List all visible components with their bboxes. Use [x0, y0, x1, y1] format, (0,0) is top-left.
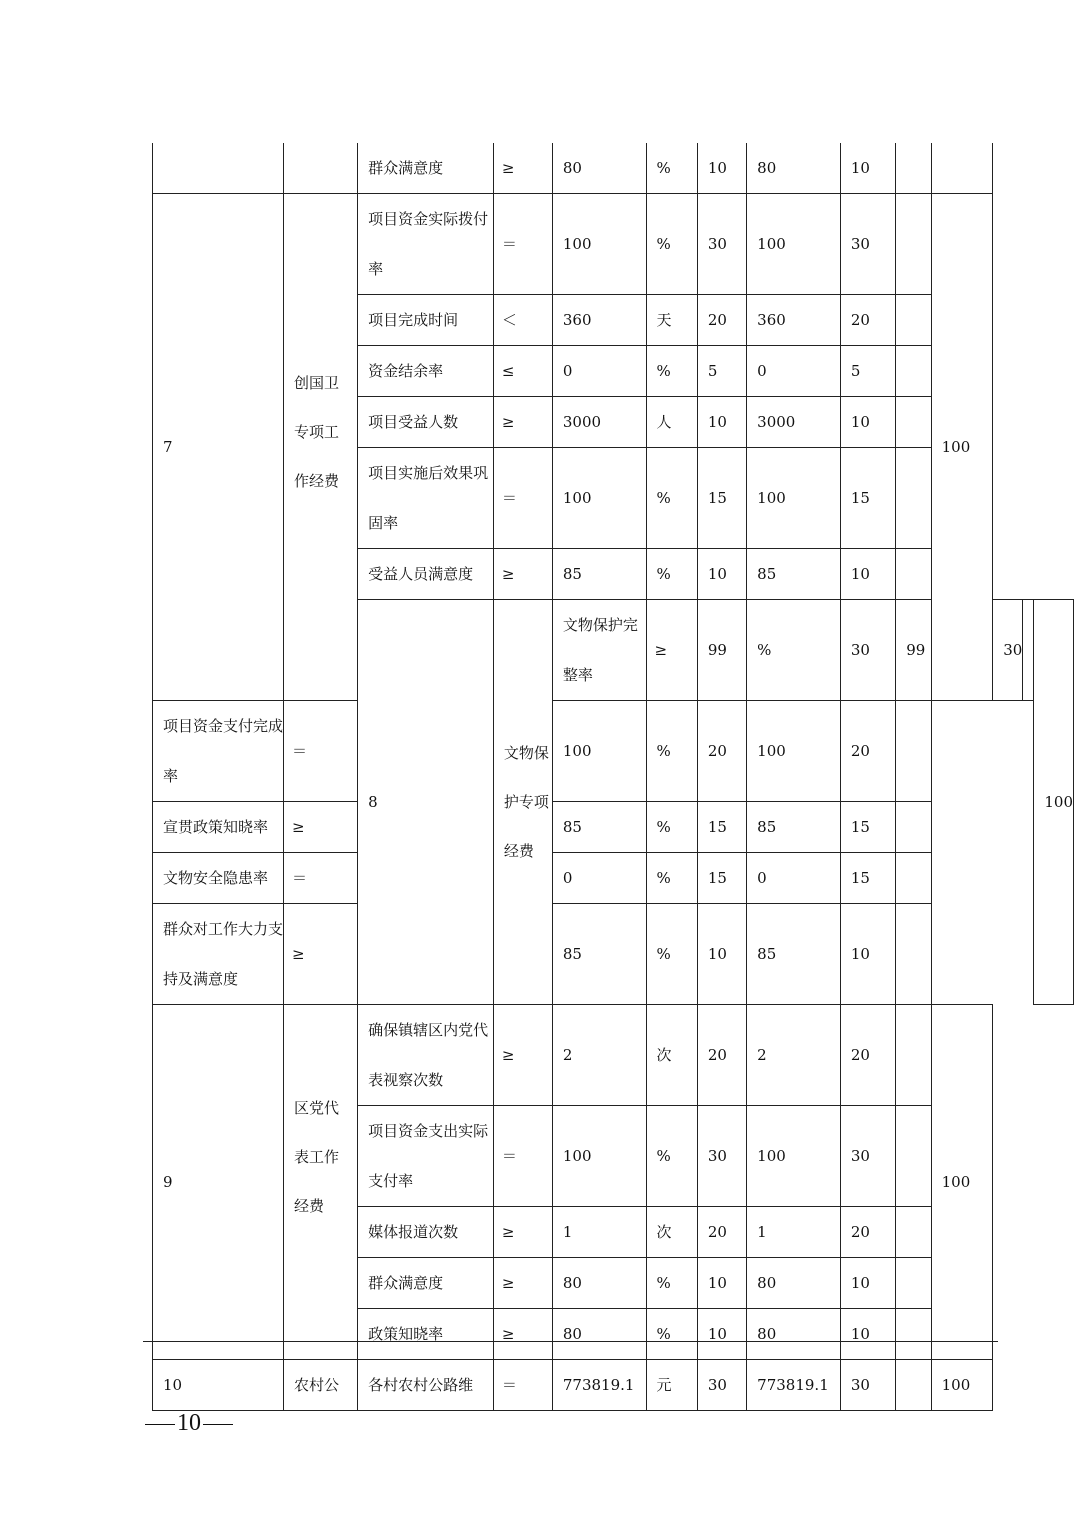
score-cell: 20 — [840, 295, 895, 346]
table-row — [153, 853, 1074, 904]
seq-cell: 8 — [358, 600, 494, 1005]
score-cell: 20 — [840, 1005, 895, 1106]
operator-cell: ≥ — [284, 802, 358, 853]
indicator-cell: 项目完成时间 — [358, 295, 494, 346]
table-row — [153, 904, 1074, 1005]
performance-table — [152, 143, 1074, 1411]
seq-cell: 7 — [153, 194, 284, 701]
unit-cell: % — [646, 1106, 697, 1207]
indicator-text: 确保镇辖区内党代表视察次数 — [368, 1021, 489, 1089]
indicator-cell: 资金结余率 — [358, 346, 494, 397]
weight-cell: 20 — [697, 1207, 746, 1258]
unit-cell: % — [646, 802, 697, 853]
blank-cell — [896, 549, 931, 600]
indicator-cell: 宣贯政策知晓率 — [153, 802, 284, 853]
weight-cell: 15 — [697, 853, 746, 904]
score-cell: 20 — [840, 701, 895, 802]
indicator-cell: 群众满意度 — [358, 143, 494, 194]
project-cell — [284, 1005, 358, 1360]
actual-cell: 2 — [747, 1005, 841, 1106]
indicator-cell: 媒体报道次数 — [358, 1207, 494, 1258]
weight-cell: 20 — [697, 701, 746, 802]
indicator-cell: 各村农村公路维 — [358, 1360, 494, 1411]
weight-cell: 10 — [697, 143, 746, 194]
target-cell: 85 — [552, 549, 646, 600]
score-cell: 30 — [840, 1360, 895, 1411]
indicator-cell: 文物保护完整率 — [552, 600, 646, 701]
operator-cell: ≥ — [493, 397, 552, 448]
score-cell: 10 — [840, 1258, 895, 1309]
target-cell: 99 — [697, 600, 746, 701]
indicator-text: 群众对工作大力支持及满意度 — [163, 920, 284, 988]
blank-cell — [896, 802, 931, 853]
operator-cell: ≤ — [493, 346, 552, 397]
indicator-cell — [358, 1005, 494, 1106]
seq-cell — [153, 143, 284, 194]
weight-cell: 30 — [697, 1106, 746, 1207]
unit-cell: % — [646, 448, 697, 549]
target-cell: 3000 — [552, 397, 646, 448]
actual-cell: 3000 — [747, 397, 841, 448]
actual-cell: 80 — [747, 1309, 841, 1360]
target-cell: 360 — [552, 295, 646, 346]
operator-cell: ＝ — [284, 701, 358, 802]
blank-cell — [896, 1258, 931, 1309]
actual-cell: 80 — [747, 143, 841, 194]
target-cell: 100 — [552, 194, 646, 295]
unit-cell: 元 — [646, 1360, 697, 1411]
score-cell: 10 — [840, 904, 895, 1005]
operator-cell: ≥ — [493, 1258, 552, 1309]
target-cell: 2 — [552, 1005, 646, 1106]
weight-cell: 15 — [697, 448, 746, 549]
blank-cell — [896, 701, 931, 802]
blank-cell — [896, 397, 931, 448]
indicator-cell: 群众满意度 — [358, 1258, 494, 1309]
weight-cell: 30 — [697, 1360, 746, 1411]
blank-cell — [896, 143, 931, 194]
operator-cell: ≥ — [493, 1207, 552, 1258]
score-cell: 10 — [840, 1309, 895, 1360]
unit-cell: 次 — [646, 1005, 697, 1106]
total-cell — [931, 143, 993, 194]
target-cell: 100 — [552, 448, 646, 549]
actual-cell: 360 — [747, 295, 841, 346]
blank-cell — [896, 448, 931, 549]
total-cell: 100 — [1034, 600, 1074, 1005]
indicator-cell — [358, 448, 494, 549]
unit-cell: % — [646, 1258, 697, 1309]
score-cell: 15 — [840, 853, 895, 904]
indicator-cell: 政策知晓率 — [358, 1309, 494, 1360]
blank-cell — [896, 346, 931, 397]
blank-cell — [896, 1309, 931, 1360]
project-cell — [284, 143, 358, 194]
score-cell: 5 — [840, 346, 895, 397]
operator-cell: ＝ — [493, 1106, 552, 1207]
weight-cell: 5 — [697, 346, 746, 397]
table-row — [153, 802, 1074, 853]
operator-cell: ＝ — [493, 448, 552, 549]
target-cell: 85 — [552, 904, 646, 1005]
indicator-text: 项目资金支出实际支付率 — [368, 1122, 489, 1190]
seq-cell: 10 — [153, 1360, 284, 1411]
table-row — [153, 143, 1074, 194]
operator-cell: ＝ — [284, 853, 358, 904]
score-cell: 10 — [840, 397, 895, 448]
score-cell: 15 — [840, 802, 895, 853]
indicator-text: 项目实施后效果巩固率 — [368, 464, 489, 532]
indicator-cell — [153, 904, 284, 1005]
blank-cell — [896, 1207, 931, 1258]
actual-cell: 1 — [747, 1207, 841, 1258]
page-footer — [143, 1410, 235, 1437]
actual-cell: 773819.1 — [747, 1360, 841, 1411]
operator-cell: ≥ — [284, 904, 358, 1005]
project-cell — [493, 600, 552, 1005]
weight-cell: 20 — [697, 1005, 746, 1106]
actual-cell: 85 — [747, 549, 841, 600]
indicator-text: 项目资金实际拨付率 — [368, 210, 489, 278]
weight-cell: 10 — [697, 397, 746, 448]
score-cell: 30 — [840, 194, 895, 295]
total-cell: 100 — [931, 1005, 993, 1360]
actual-cell: 99 — [896, 600, 931, 701]
unit-cell: % — [646, 143, 697, 194]
page-number: 10 — [177, 1410, 201, 1436]
actual-cell: 100 — [747, 701, 841, 802]
actual-cell: 100 — [747, 1106, 841, 1207]
weight-cell: 10 — [697, 549, 746, 600]
blank-cell — [896, 194, 931, 295]
weight-cell: 20 — [697, 295, 746, 346]
score-cell: 30 — [993, 600, 1023, 701]
indicator-cell — [153, 701, 284, 802]
weight-cell: 10 — [697, 1258, 746, 1309]
score-cell: 20 — [840, 1207, 895, 1258]
actual-cell: 85 — [747, 904, 841, 1005]
operator-cell: ≥ — [493, 1309, 552, 1360]
table-row — [153, 1360, 1074, 1411]
indicator-cell: 项目受益人数 — [358, 397, 494, 448]
blank-cell — [896, 1360, 931, 1411]
target-cell: 1 — [552, 1207, 646, 1258]
indicator-text: 项目资金支付完成率 — [163, 717, 284, 785]
operator-cell: ≥ — [493, 549, 552, 600]
blank-cell — [896, 853, 931, 904]
score-cell: 15 — [840, 448, 895, 549]
unit-cell: % — [646, 701, 697, 802]
target-cell: 80 — [552, 1258, 646, 1309]
target-cell: 100 — [552, 1106, 646, 1207]
project-cell: 农村公 — [284, 1360, 358, 1411]
operator-cell: ＜ — [493, 295, 552, 346]
indicator-cell: 受益人员满意度 — [358, 549, 494, 600]
operator-cell: ＝ — [493, 194, 552, 295]
blank-cell — [1023, 600, 1034, 701]
target-cell: 100 — [552, 701, 646, 802]
unit-cell: % — [646, 194, 697, 295]
table-row — [153, 194, 1074, 295]
unit-cell: % — [646, 549, 697, 600]
unit-cell: % — [646, 853, 697, 904]
weight-cell: 10 — [697, 1309, 746, 1360]
blank-cell — [896, 1005, 931, 1106]
indicator-cell — [358, 1106, 494, 1207]
indicator-cell — [358, 194, 494, 295]
seq-cell: 9 — [153, 1005, 284, 1360]
project-name: 创国卫专项工作经费 — [294, 373, 340, 490]
footer-dash-right — [203, 1424, 233, 1425]
blank-cell — [896, 1106, 931, 1207]
operator-cell: ≥ — [646, 600, 697, 701]
operator-cell: ＝ — [493, 1360, 552, 1411]
unit-cell: % — [646, 904, 697, 1005]
total-cell: 100 — [931, 194, 993, 701]
unit-cell: 天 — [646, 295, 697, 346]
unit-cell: 次 — [646, 1207, 697, 1258]
actual-cell: 0 — [747, 346, 841, 397]
operator-cell: ≥ — [493, 143, 552, 194]
table-row — [153, 701, 1074, 802]
score-cell: 10 — [840, 143, 895, 194]
actual-cell: 80 — [747, 1258, 841, 1309]
table-row — [153, 1005, 1074, 1106]
target-cell: 0 — [552, 346, 646, 397]
blank-cell — [896, 904, 931, 1005]
operator-cell: ≥ — [493, 1005, 552, 1106]
actual-cell: 100 — [747, 194, 841, 295]
score-cell: 30 — [840, 1106, 895, 1207]
blank-cell — [896, 295, 931, 346]
target-cell: 80 — [552, 143, 646, 194]
project-cell — [284, 194, 358, 701]
project-name: 文物保护专项经费 — [503, 743, 549, 860]
total-cell: 100 — [931, 1360, 993, 1411]
weight-cell: 15 — [697, 802, 746, 853]
weight-cell: 30 — [697, 194, 746, 295]
project-name: 区党代表工作经费 — [294, 1098, 340, 1215]
footer-dash-left — [145, 1424, 175, 1425]
unit-cell: % — [646, 346, 697, 397]
actual-cell: 100 — [747, 448, 841, 549]
actual-cell: 0 — [747, 853, 841, 904]
unit-cell: % — [747, 600, 841, 701]
target-cell: 85 — [552, 802, 646, 853]
target-cell: 80 — [552, 1309, 646, 1360]
unit-cell: % — [646, 1309, 697, 1360]
weight-cell: 10 — [697, 904, 746, 1005]
unit-cell: 人 — [646, 397, 697, 448]
weight-cell: 30 — [840, 600, 895, 701]
actual-cell: 85 — [747, 802, 841, 853]
target-cell: 773819.1 — [552, 1360, 646, 1411]
score-cell: 10 — [840, 549, 895, 600]
table-bottom-rule — [143, 1341, 998, 1342]
indicator-cell: 文物安全隐患率 — [153, 853, 284, 904]
target-cell: 0 — [552, 853, 646, 904]
